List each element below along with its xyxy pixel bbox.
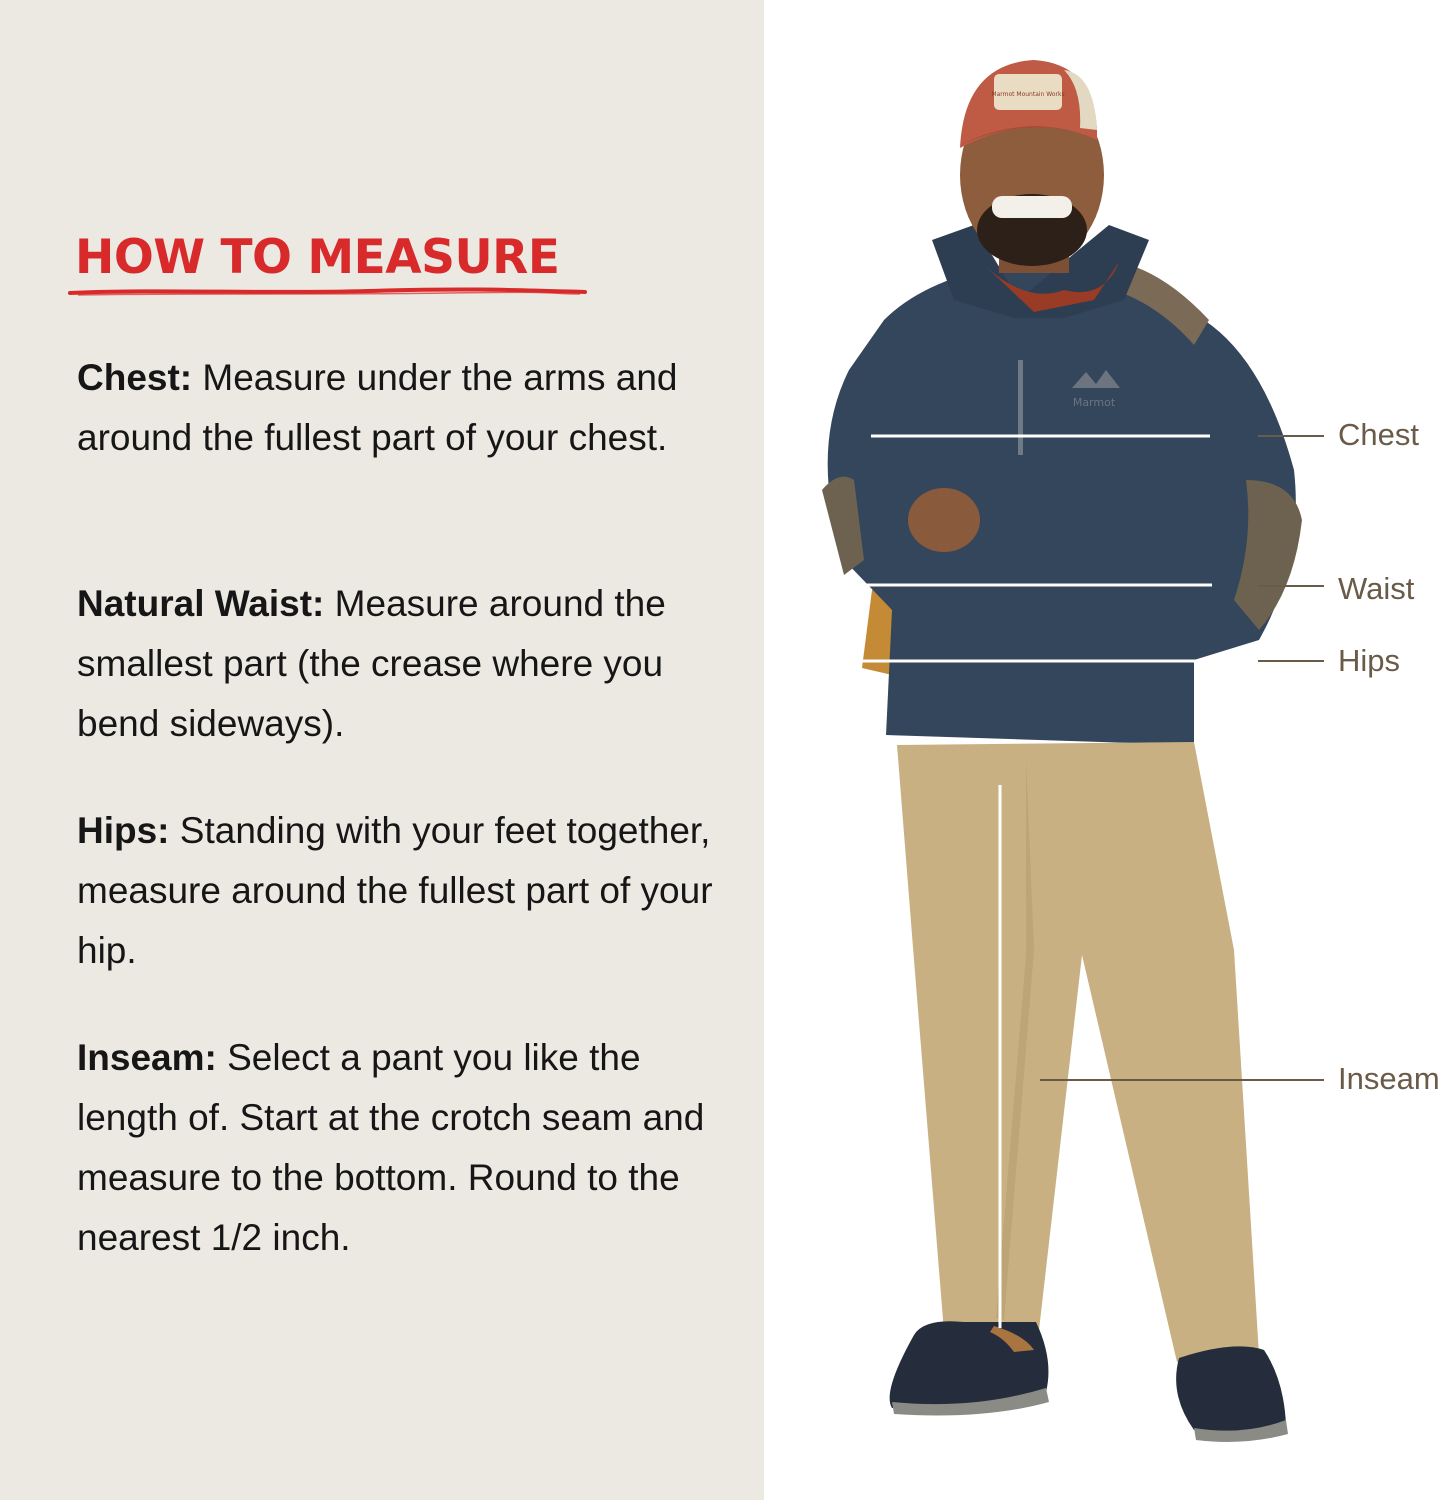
measure-item-inseam [77,1028,717,1268]
measure-description: Measure around the smallest part (the crease where you bend sideways). [77,583,666,744]
callout-waist: Waist [1338,571,1415,606]
measure-item-chest [77,348,717,468]
measure-description: Measure under the arms and around the fullest part of your chest. [77,357,678,458]
page-title: HOW TO MEASURE [75,230,560,285]
measure-term: Natural Waist: [77,583,325,624]
chest-logo-text: Marmot [1072,396,1116,409]
cap-patch-text: Marmot Mountain Works [991,91,1065,98]
callout-chest: Chest [1338,417,1419,452]
model-illustration [764,0,1447,1500]
measure-item-waist [77,574,717,754]
measure-description: Standing with your feet together, measure around the fullest part of your hip. [77,810,713,971]
measure-term: Chest: [77,357,193,398]
callout-inseam: Inseam [1338,1061,1440,1096]
measure-term: Hips: [77,810,170,851]
measure-term: Inseam: [77,1037,217,1078]
title-underline [68,286,588,298]
model-figure [764,0,1447,1500]
measure-description: Select a pant you like the length of. Start at the crotch seam and measure to the bottom. Round to the nearest 1/2 inch. [77,1037,705,1258]
measure-item-hips [77,801,717,981]
callout-hips: Hips [1338,643,1401,678]
